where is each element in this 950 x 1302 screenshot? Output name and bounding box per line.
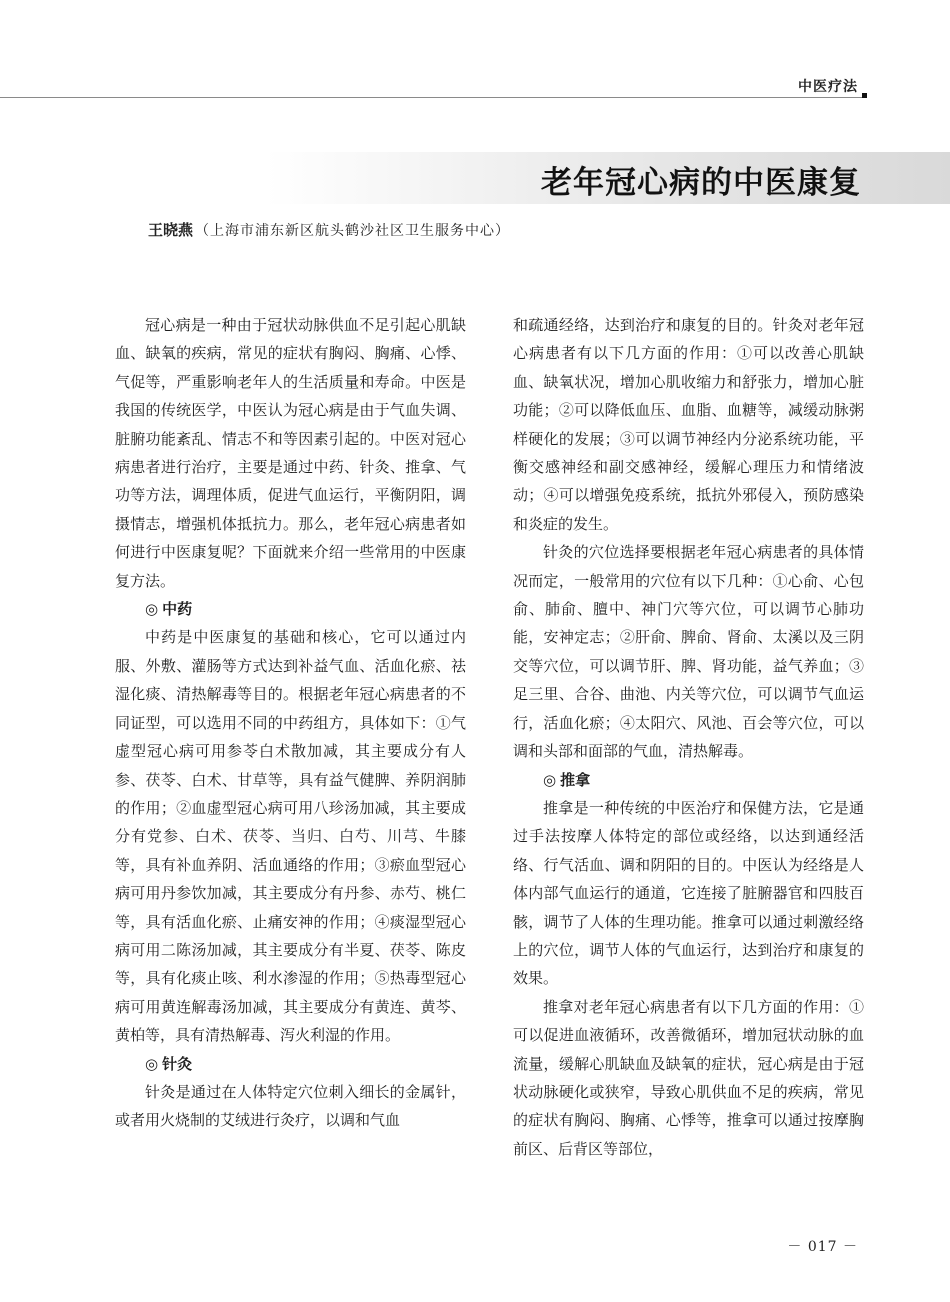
article-title: 老年冠心病的中医康复	[541, 165, 861, 201]
left-column	[115, 311, 466, 1135]
acupuncture-paragraph-start: 针灸是通过在人体特定穴位刺入细长的金属针，或者用火烧制的艾绒进行灸疗，以调和气血	[115, 1082, 466, 1130]
byline	[148, 219, 510, 240]
right-column	[513, 311, 864, 1163]
header-square-mark	[862, 93, 867, 98]
heading-bullet-icon: ◎	[543, 770, 557, 789]
heading-bullet-icon: ◎	[145, 1054, 159, 1073]
author-name: 王晓燕	[148, 221, 194, 239]
massage-paragraph: 推拿是一种传统的中医治疗和保健方法，它是通过手法按摩人体特定的部位或经络，以达到通经活络、行气活血、调和阴阳的目的。中医认为经络是人体内部气血运行的通道，它连接了脏腑器官和四肢百骸，调节了人体的生理功能。推拿可以通过刺激经络上的穴位，调节人体的气血运行，达到治疗和康复的效果。	[513, 798, 864, 988]
author-affiliation: （上海市浦东新区航头鹤沙社区卫生服务中心）	[195, 223, 511, 239]
intro-paragraph: 冠心病是一种由于冠状动脉供血不足引起心肌缺血、缺氧的疾病，常见的症状有胸闷、胸痛、心悸、气促等，严重影响老年人的生活质量和寿命。中医是我国的传统医学，中医认为冠心病是由于气血失调、脏腑功能紊乱、情志不和等因素引起的。中医对冠心病患者进行治疗，主要是通过中药、针灸、推拿、气功等方法，调理体质，促进气血运行，平衡阴阳，调摄情志，增强机体抵抗力。那么，老年冠心病患者如何进行中医康复呢？下面就来介绍一些常用的中医康复方法。	[115, 316, 466, 590]
acupoints-paragraph: 针灸的穴位选择要根据老年冠心病患者的具体情况而定，一般常用的穴位有以下几种：①心俞、心包俞、肺俞、膻中、神门穴等穴位，可以调节心肺功能，安神定志；②肝俞、脾俞、肾俞、太溪以及三阴交等穴位，可以调节肝、脾、肾功能，益气养血；③足三里、合谷、曲池、内关等穴位，可以调节气血运行，活血化瘀；④太阳穴、风池、百会等穴位，可以调和头部和面部的气血，清热解毒。	[513, 543, 864, 761]
heading-bullet-icon: ◎	[145, 600, 159, 619]
header-rule	[0, 97, 862, 98]
heading-text: 针灸	[162, 1054, 193, 1073]
massage-effects-paragraph: 推拿对老年冠心病患者有以下几方面的作用：①可以促进血液循环，改善微循环，增加冠状动脉的血流量，缓解心肌缺血及缺氧的症状，冠心病是由于冠状动脉硬化或狭窄，导致心肌供血不足的疾病，常见的症状有胸闷、胸痛、心悸等，推拿可以通过按摩胸前区、后背区等部位，	[513, 997, 864, 1158]
page-number: － 017 －	[787, 1239, 858, 1255]
section-heading-massage	[513, 766, 864, 794]
acupuncture-paragraph-continued: 和疏通经络，达到治疗和康复的目的。针灸对老年冠心病患者有以下几方面的作用：①可以改善心肌缺血、缺氧状况，增加心肌收缩力和舒张力，增加心脏功能；②可以降低血压、血脂、血糖等，减缓动脉粥样硬化的发展；③可以调节神经内分泌系统功能，平衡交感神经和副交感神经，缓解心理压力和情绪波动；④可以增强免疫系统，抵抗外邪侵入，预防感染和炎症的发生。	[513, 316, 864, 533]
heading-text: 推拿	[560, 770, 591, 789]
herbal-paragraph: 中药是中医康复的基础和核心，它可以通过内服、外敷、灌肠等方式达到补益气血、活血化瘀、祛湿化痰、清热解毒等目的。根据老年冠心病患者的不同证型，可以选用不同的中药组方，具体如下：①气虚型冠心病可用参苓白术散加减，其主要成分有人参、茯苓、白术、甘草等，具有益气健脾、养阴润肺的作用；②血虚型冠心病可用八珍汤加减，其主要成分有党参、白术、茯苓、当归、白芍、川芎、牛膝等，具有补血养阴、活血通络的作用；③瘀血型冠心病可用丹参饮加减，其主要成分有丹参、赤芍、桃仁等，具有活血化瘀、止痛安神的作用；④痰湿型冠心病可用二陈汤加减，其主要成分有半夏、茯苓、陈皮等，具有化痰止咳、利水渗湿的作用；⑤热毒型冠心病可用黄连解毒汤加减，其主要成分有黄连、黄芩、黄柏等，具有清热解毒、泻火利湿的作用。	[115, 628, 466, 1045]
section-heading-acupuncture	[115, 1050, 466, 1078]
section-label: 中医疗法	[798, 79, 858, 95]
heading-text: 中药	[162, 600, 193, 619]
section-heading-herbal	[115, 595, 466, 623]
